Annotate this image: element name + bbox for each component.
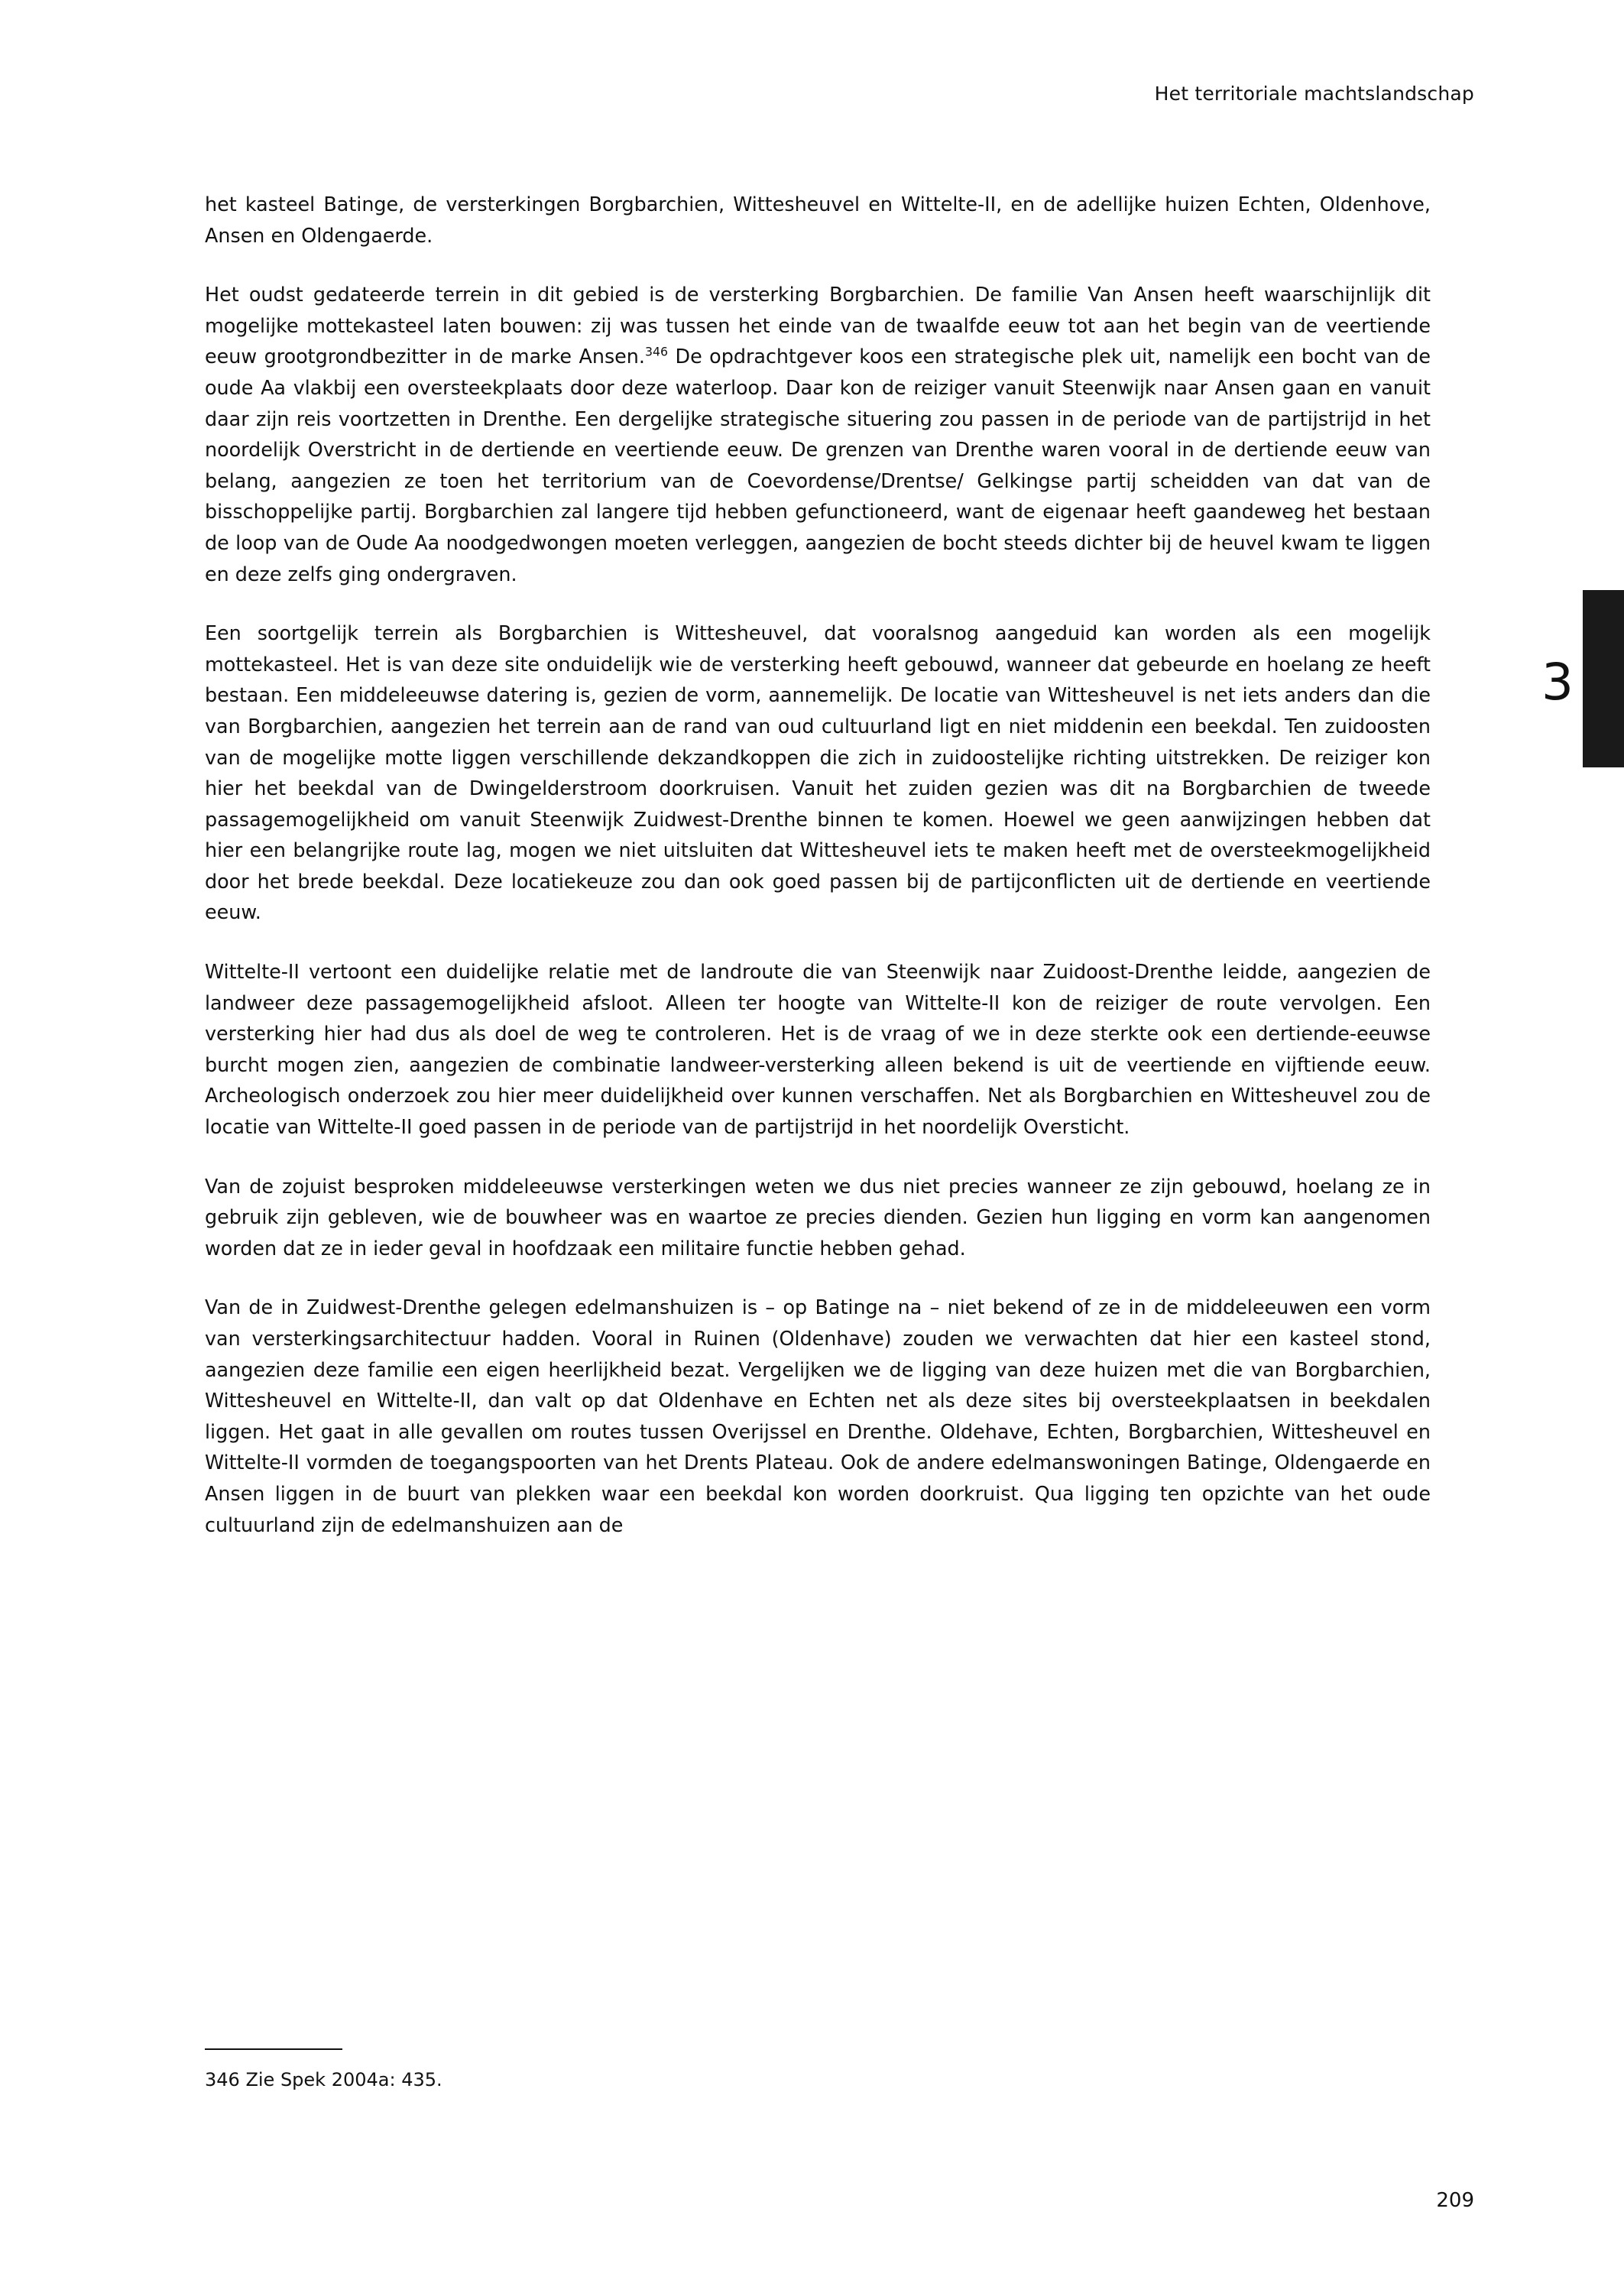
footnote-separator-rule (205, 2048, 342, 2050)
footnote-reference[interactable]: 346 (644, 344, 669, 359)
paragraph: Van de in Zuidwest-Drenthe gelegen edelmanshuizen is – op Batinge na – niet bekend of ze in de middeleeuwen een vorm van versterkingsarchitectuur hadden. Vooral in Ruinen (Oldenhave) zouden we verwachten dat hier een kasteel stond, aangezien deze familie een eigen heerlijkheid bezat. Vergelijken we de ligging van deze huizen met die van Borgbarchien, Wittesheuvel en Wittelte-II, dan valt op dat Oldenhave en Echten net als deze sites bij oversteekplaatsen in beekdalen liggen. Het gaat in alle gevallen om routes tussen Overijssel en Drenthe. Oldehave, Echten, Borgbarchien, Wittesheuvel en Wittelte-II vormden de toegangspoorten van het Drents Plateau. Ook de andere edelmanswoningen Batinge, Oldengaerde en Ansen liggen in de buurt van plekken waar een beekdal kon worden doorkruist. Qua ligging ten opzichte van het oude cultuurland zijn de edelmanshuizen aan de (205, 1296, 1431, 1536)
paragraph: Een soortgelijk terrein als Borgbarchien is Wittesheuvel, dat vooralsnog aangeduid kan worden als een mogelijk mottekasteel. Het is van deze site onduidelijk wie de versterking heeft gebouwd, wanneer dat gebeurde en hoelang ze heeft bestaan. Een middeleeuwse datering is, gezien de vorm, aannemelijk. De locatie van Wittesheuvel is net iets anders dan die van Borgbarchien, aangezien het terrein aan de rand van oud cultuurland ligt en niet middenin een beekdal. Ten zuidoosten van de mogelijke motte liggen verschillende dekzandkoppen die zich in zuidoostelijke richting uitstrekken. De reiziger kon hier het beekdal van de Dwingelderstroom doorkruisen. Vanuit het zuiden gezien was dit na Borgbarchien de tweede passagemogelijkheid om vanuit Steenwijk Zuidwest-Drenthe binnen te komen. Hoewel we geen aanwijzingen hebben dat hier een belangrijke route lag, mogen we niet uitsluiten dat Wittesheuvel iets te maken heeft met de oversteekmogelijkheid door het brede beekdal. Deze locatiekeuze zou dan ook goed passen bij de partijconflicten uit de dertiende en veertiende eeuw. (205, 621, 1431, 924)
chapter-number: 3 (1541, 653, 1574, 712)
footnote-area (205, 2048, 1431, 2093)
paragraph: het kasteel Batinge, de versterkingen Borgbarchien, Wittesheuvel en Wittelte-II, en de adellijke huizen Echten, Oldenhove, Ansen en Oldengaerde. (205, 193, 1431, 247)
paragraph-text-part2: De opdrachtgever koos een strategische plek uit, namelijk een bocht van de oude Aa vlakbij een oversteekplaats door deze waterloop. Daar kon de reiziger vanuit Steenwijk naar Ansen gaan en vanuit daar zijn reis voortzetten in Drenthe. Een dergelijke strategische situering zou passen in de periode van de partijstrijd in het noordelijk Overstricht in de dertiende en veertiende eeuw. De grenzen van Drenthe waren vooral in de dertiende eeuw van belang, aangezien ze toen het territorium van de Coevordense/Drentse/ Gelkingse partij scheidden van dat van de bisschoppelijke partij. Borgbarchien zal langere tijd hebben gefunctioneerd, want de eigenaar heeft gaandeweg het bestaan de loop van de Oude Aa noodgedwongen moeten verleggen, aangezien de bocht steeds dichter bij de heuvel kwam te liggen en deze zelfs ging ondergraven. (205, 345, 1431, 585)
body-text-column (205, 189, 1431, 1540)
paragraph-text-part1: Het oudst gedateerde terrein in dit gebied is de versterking Borgbarchien. De familie Van Ansen heeft waarschijnlijk dit mogelijke mottekasteel laten bouwen: zij was tussen het einde van de twaalfde eeuw tot aan het begin van de veertiende eeuw grootgrondbezitter in de marke Ansen. (205, 283, 1431, 368)
running-head: Het territoriale machtslandschap (1154, 83, 1474, 105)
page-number: 209 (1436, 2189, 1474, 2212)
paragraph: Van de zojuist besproken middeleeuwse versterkingen weten we dus niet precies wanneer ze zijn gebouwd, hoelang ze in gebruik zijn gebleven, wie de bouwheer was en waartoe ze precies dienden. Gezien hun ligging en vorm kan aangenomen worden dat ze in ieder geval in hoofdzaak een militaire functie hebben gehad. (205, 1174, 1431, 1260)
paragraph-with-footnote (205, 279, 1431, 589)
footnote-entry: 346 Zie Spek 2004a: 435. (205, 2069, 442, 2090)
chapter-tab-marker (1583, 590, 1624, 767)
paragraph: Wittelte-II vertoont een duidelijke relatie met de landroute die van Steenwijk naar Zuidoost-Drenthe leidde, aangezien de landweer deze passagemogelijkheid afsloot. Alleen ter hoogte van Wittelte-II kon de reiziger de route vervolgen. Een versterking hier had dus als doel de weg te controleren. Het is de vraag of we in deze sterkte ook een dertiende-eeuwse burcht mogen zien, aangezien de combinatie landweer-versterking alleen bekend is uit de veertiende en vijftiende eeuw. Archeologisch onderzoek zou hier meer duidelijkheid over kunnen verschaffen. Net als Borgbarchien en Wittesheuvel zou de locatie van Wittelte-II goed passen in de periode van de partijstrijd in het noordelijk Oversticht. (205, 960, 1431, 1139)
